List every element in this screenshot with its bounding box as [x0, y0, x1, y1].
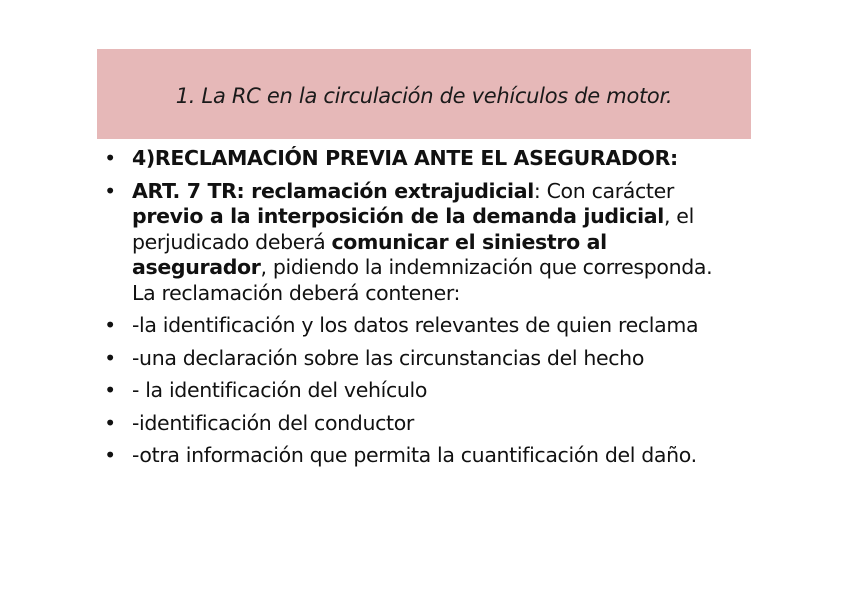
title-band	[97, 49, 751, 139]
bullet-icon: •	[104, 345, 116, 370]
bullet-item-art7	[103, 179, 723, 307]
bullet-icon: •	[104, 378, 116, 402]
bullet-icon: •	[104, 146, 116, 170]
bold-segment: comunicar el siniestro al asegurador	[132, 229, 607, 279]
text-segment: , pidiendo la indemnización que corresponda. La reclamación deberá contener:	[132, 255, 713, 305]
bullet-text: -la identificación y los datos relevantes de quien reclama	[132, 313, 699, 337]
bullet-icon: •	[104, 443, 116, 467]
bullet-list	[103, 146, 723, 476]
bullet-text: -identificación del conductor	[132, 410, 414, 435]
bullet-text: - la identificación del vehículo	[132, 378, 428, 402]
text-segment: , el perjudicado deberá	[132, 204, 694, 254]
slide-title: 1. La RC en la circulación de vehículos de motor.	[175, 84, 673, 108]
bullet-text: -una declaración sobre las circunstancias del hecho	[132, 345, 645, 370]
bullet-item	[103, 378, 723, 404]
bullet-item	[103, 346, 723, 372]
bullet-item	[103, 411, 723, 437]
bullet-text: 4)RECLAMACIÓN PREVIA ANTE EL ASEGURADOR:	[132, 146, 678, 170]
bullet-item-heading	[103, 146, 723, 172]
bullet-item	[103, 313, 723, 339]
bullet-text: -otra información que permita la cuantificación del daño.	[132, 443, 697, 467]
bold-segment: previo a la interposición de la demanda judicial	[132, 204, 664, 228]
bullet-icon: •	[104, 178, 116, 203]
bold-segment: ART. 7 TR: reclamación extrajudicial	[132, 178, 534, 203]
bullet-icon: •	[104, 410, 116, 435]
text-segment: : Con carácter	[533, 178, 674, 203]
bullet-icon: •	[104, 313, 116, 337]
bullet-item	[103, 443, 723, 469]
